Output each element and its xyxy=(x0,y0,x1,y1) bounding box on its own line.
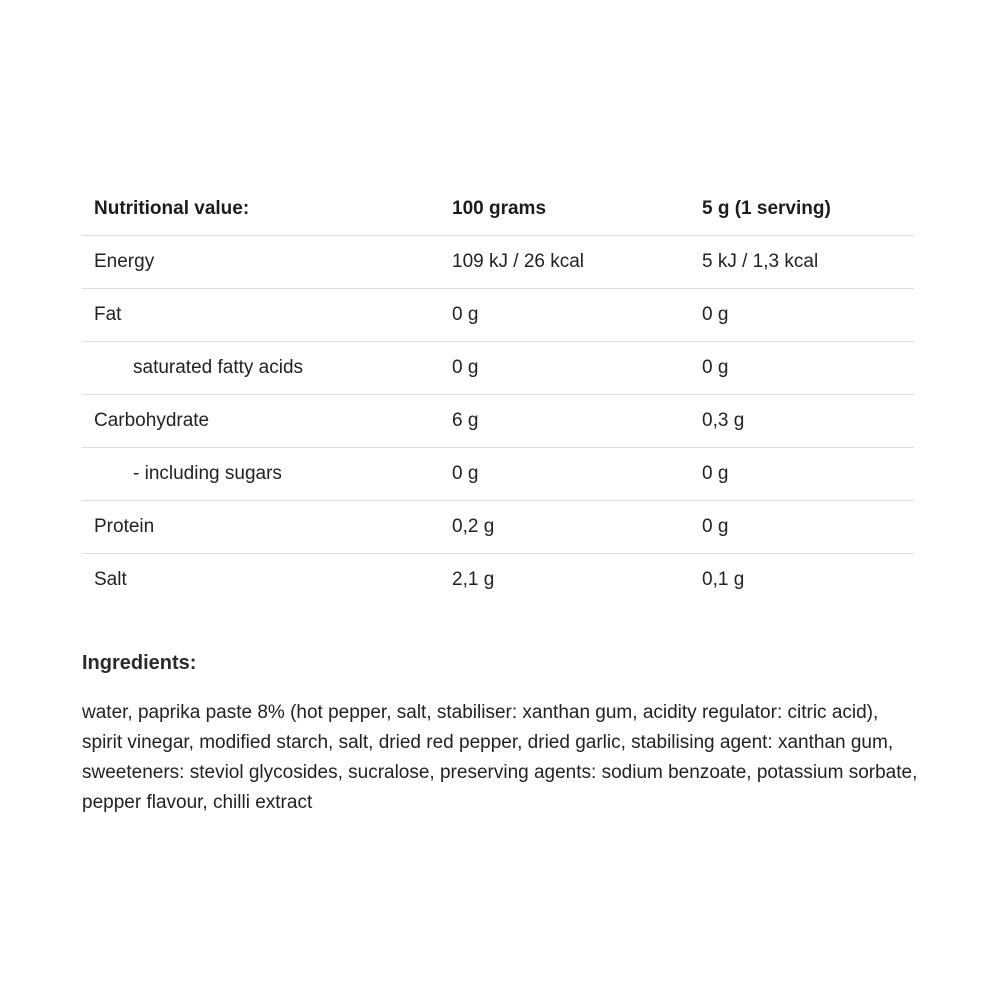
nutrient-per-100: 2,1 g xyxy=(440,553,690,606)
nutrient-name: Carbohydrate xyxy=(82,394,440,447)
nutrient-per-100: 109 kJ / 26 kcal xyxy=(452,250,585,272)
nutrient-per-100: 0 g xyxy=(440,341,690,394)
header-nutritional-value: Nutritional value: xyxy=(82,183,440,235)
table-row xyxy=(82,288,914,341)
header-per-100-grams: 100 grams xyxy=(440,183,690,235)
nutrient-per-serving: 0 g xyxy=(690,447,914,500)
nutrient-per-serving: 0 g xyxy=(690,341,914,394)
nutrient-name: - including sugars xyxy=(82,447,440,500)
table-row xyxy=(82,341,914,394)
nutrient-per-serving: 0,1 g xyxy=(690,553,914,606)
ingredients-title: Ingredients: xyxy=(82,652,197,674)
table-row xyxy=(82,235,914,288)
ingredients-text: water, paprika paste 8% (hot pepper, salt, stabiliser: xanthan gum, acidity regulator: citric acid), spirit vinegar, modified starch, salt, dried red pepper, dried garlic, stabilising agent: xanthan gum, sweeteners: steviol glycosides, sucralose, preserving agents: sodium benzoate, potassium sorbate, pepper flavour, chilli extract xyxy=(82,702,918,813)
table-row xyxy=(82,500,914,553)
header-per-serving: 5 g (1 serving) xyxy=(690,183,914,235)
table-header-row xyxy=(82,183,914,235)
nutrient-per-100: 6 g xyxy=(440,394,690,447)
nutrient-per-100: 0,2 g xyxy=(440,500,690,553)
table-row xyxy=(82,394,914,447)
nutrition-table xyxy=(82,183,914,606)
nutrient-per-serving: 0 g xyxy=(690,500,914,553)
nutrient-per-serving: 5 kJ / 1,3 kcal xyxy=(702,250,819,272)
nutrient-per-serving: 0 g xyxy=(690,288,914,341)
nutrient-per-serving: 0,3 g xyxy=(690,394,914,447)
nutrient-name: Fat xyxy=(82,288,440,341)
nutrient-name: saturated fatty acids xyxy=(82,341,440,394)
nutrient-per-100: 0 g xyxy=(440,288,690,341)
nutrient-per-100: 0 g xyxy=(440,447,690,500)
nutrient-name: Protein xyxy=(82,500,440,553)
table-row xyxy=(82,553,914,606)
table-row xyxy=(82,447,914,500)
nutrient-name: Energy xyxy=(94,250,155,272)
nutrient-name: Salt xyxy=(82,553,440,606)
